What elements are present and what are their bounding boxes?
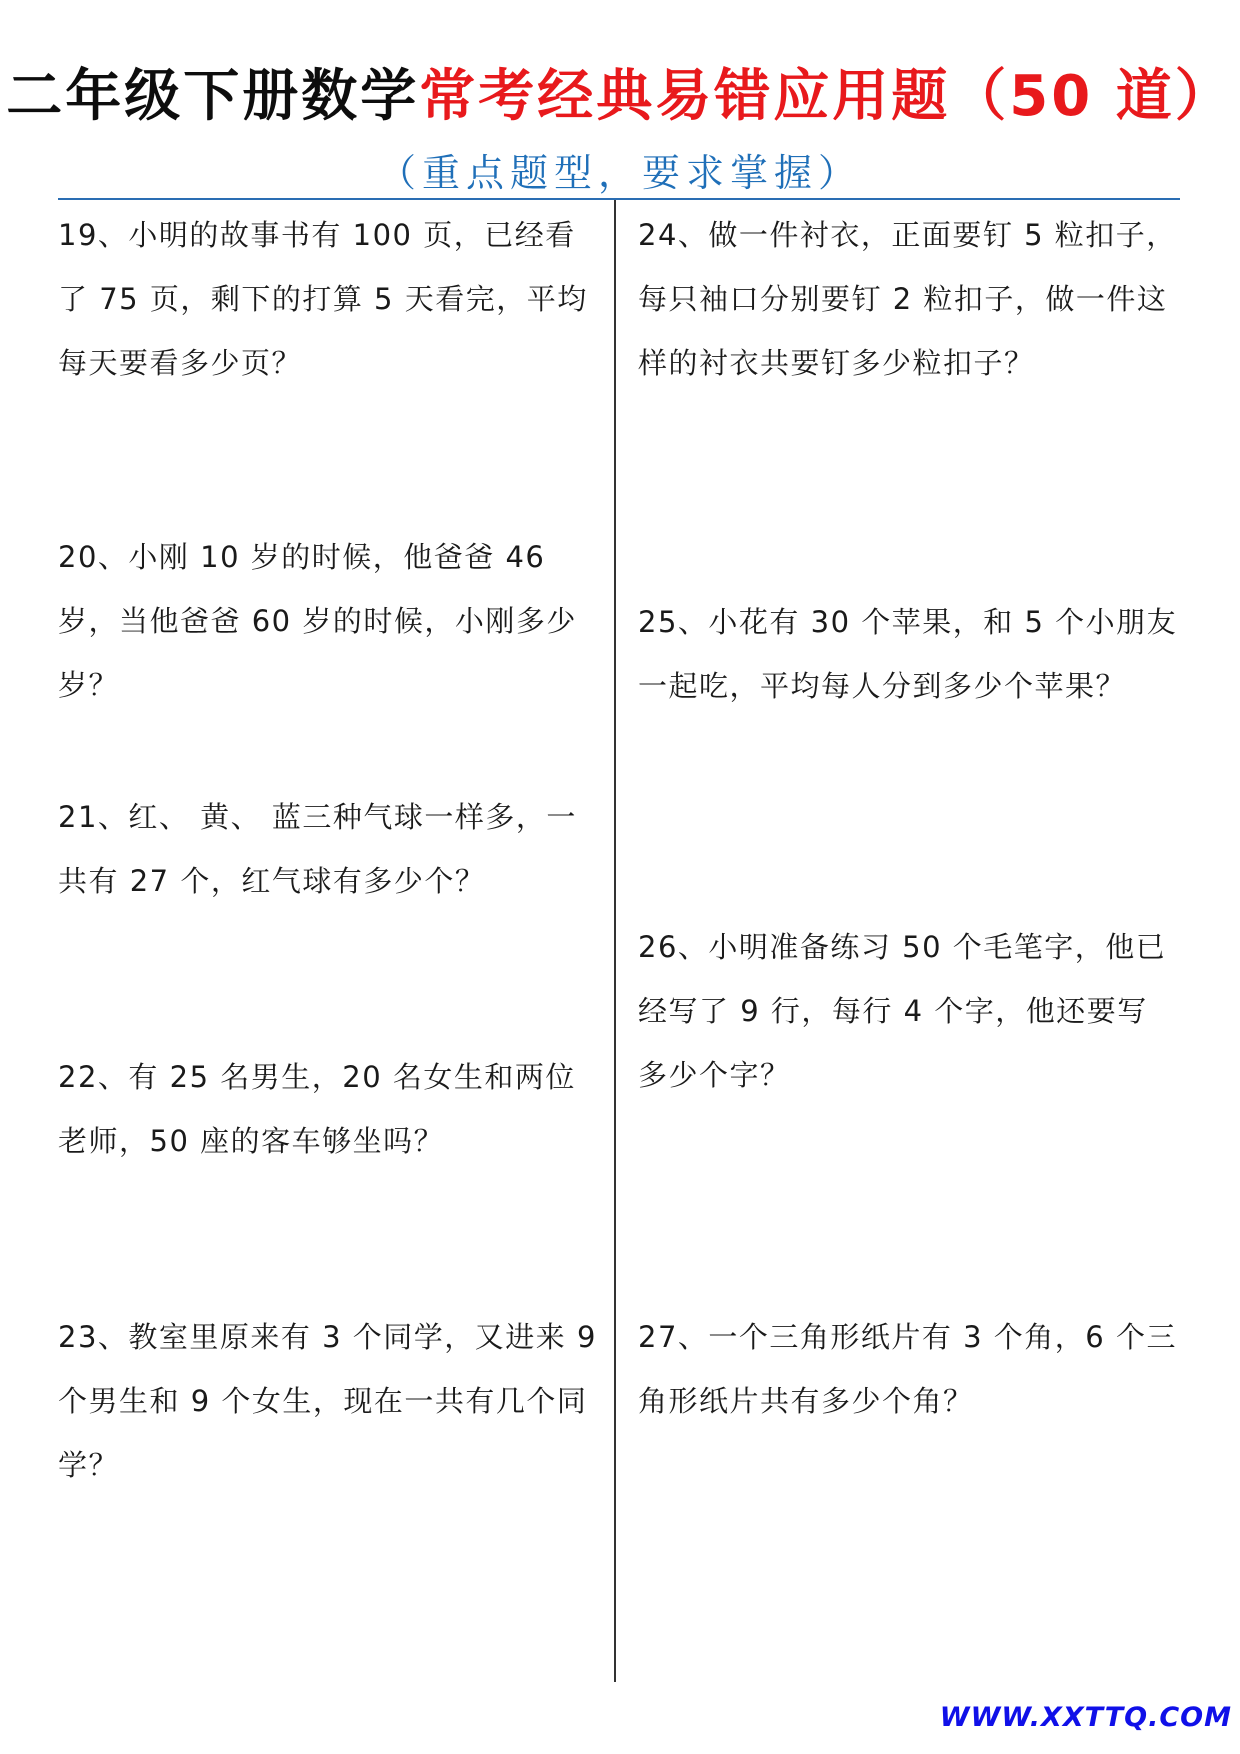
question-24: 24、做一件衬衣，正面要钉 5 粒扣子，每只袖口分别要钉 2 粒扣子，做一件这样的衬衣共要钉多少粒扣子？ — [638, 218, 1177, 380]
question-19: 19、小明的故事书有 100 页，已经看了 75 页，剩下的打算 5 天看完，平均每天要看多少页？ — [58, 218, 588, 380]
page-subtitle: （重点题型，要求掌握） — [377, 151, 862, 195]
title-part-black: 二年级下册数学 — [6, 64, 420, 129]
watermark-url: WWW.XXTTQ.COM — [939, 1702, 1232, 1733]
question-21: 21、红、 黄、 蓝三种气球一样多，一共有 27 个，红气球有多少个？ — [58, 800, 577, 898]
header-rule — [58, 198, 1180, 200]
question-25: 25、小花有 30 个苹果，和 5 个小朋友一起吃，平均每人分到多少个苹果？ — [638, 605, 1178, 703]
question-22: 22、有 25 名男生，20 名女生和两位老师，50 座的客车够坐吗？ — [58, 1060, 576, 1158]
title-part-red: 常考经典易错应用题（50 道） — [419, 64, 1234, 129]
question-23: 23、教室里原来有 3 个同学，又进来 9 个男生和 9 个女生，现在一共有几个同学？ — [58, 1320, 597, 1482]
question-26: 26、小明准备练习 50 个毛笔字，他已经写了 9 行，每行 4 个字，他还要写多少个字？ — [638, 930, 1167, 1092]
page-title — [0, 52, 1240, 132]
question-27: 27、一个三角形纸片有 3 个角，6 个三角形纸片共有多少个角？ — [638, 1320, 1177, 1418]
question-20: 20、小刚 10 岁的时候，他爸爸 46 岁，当他爸爸 60 岁的时候，小刚多少岁？ — [58, 540, 577, 702]
column-divider — [614, 200, 616, 1682]
